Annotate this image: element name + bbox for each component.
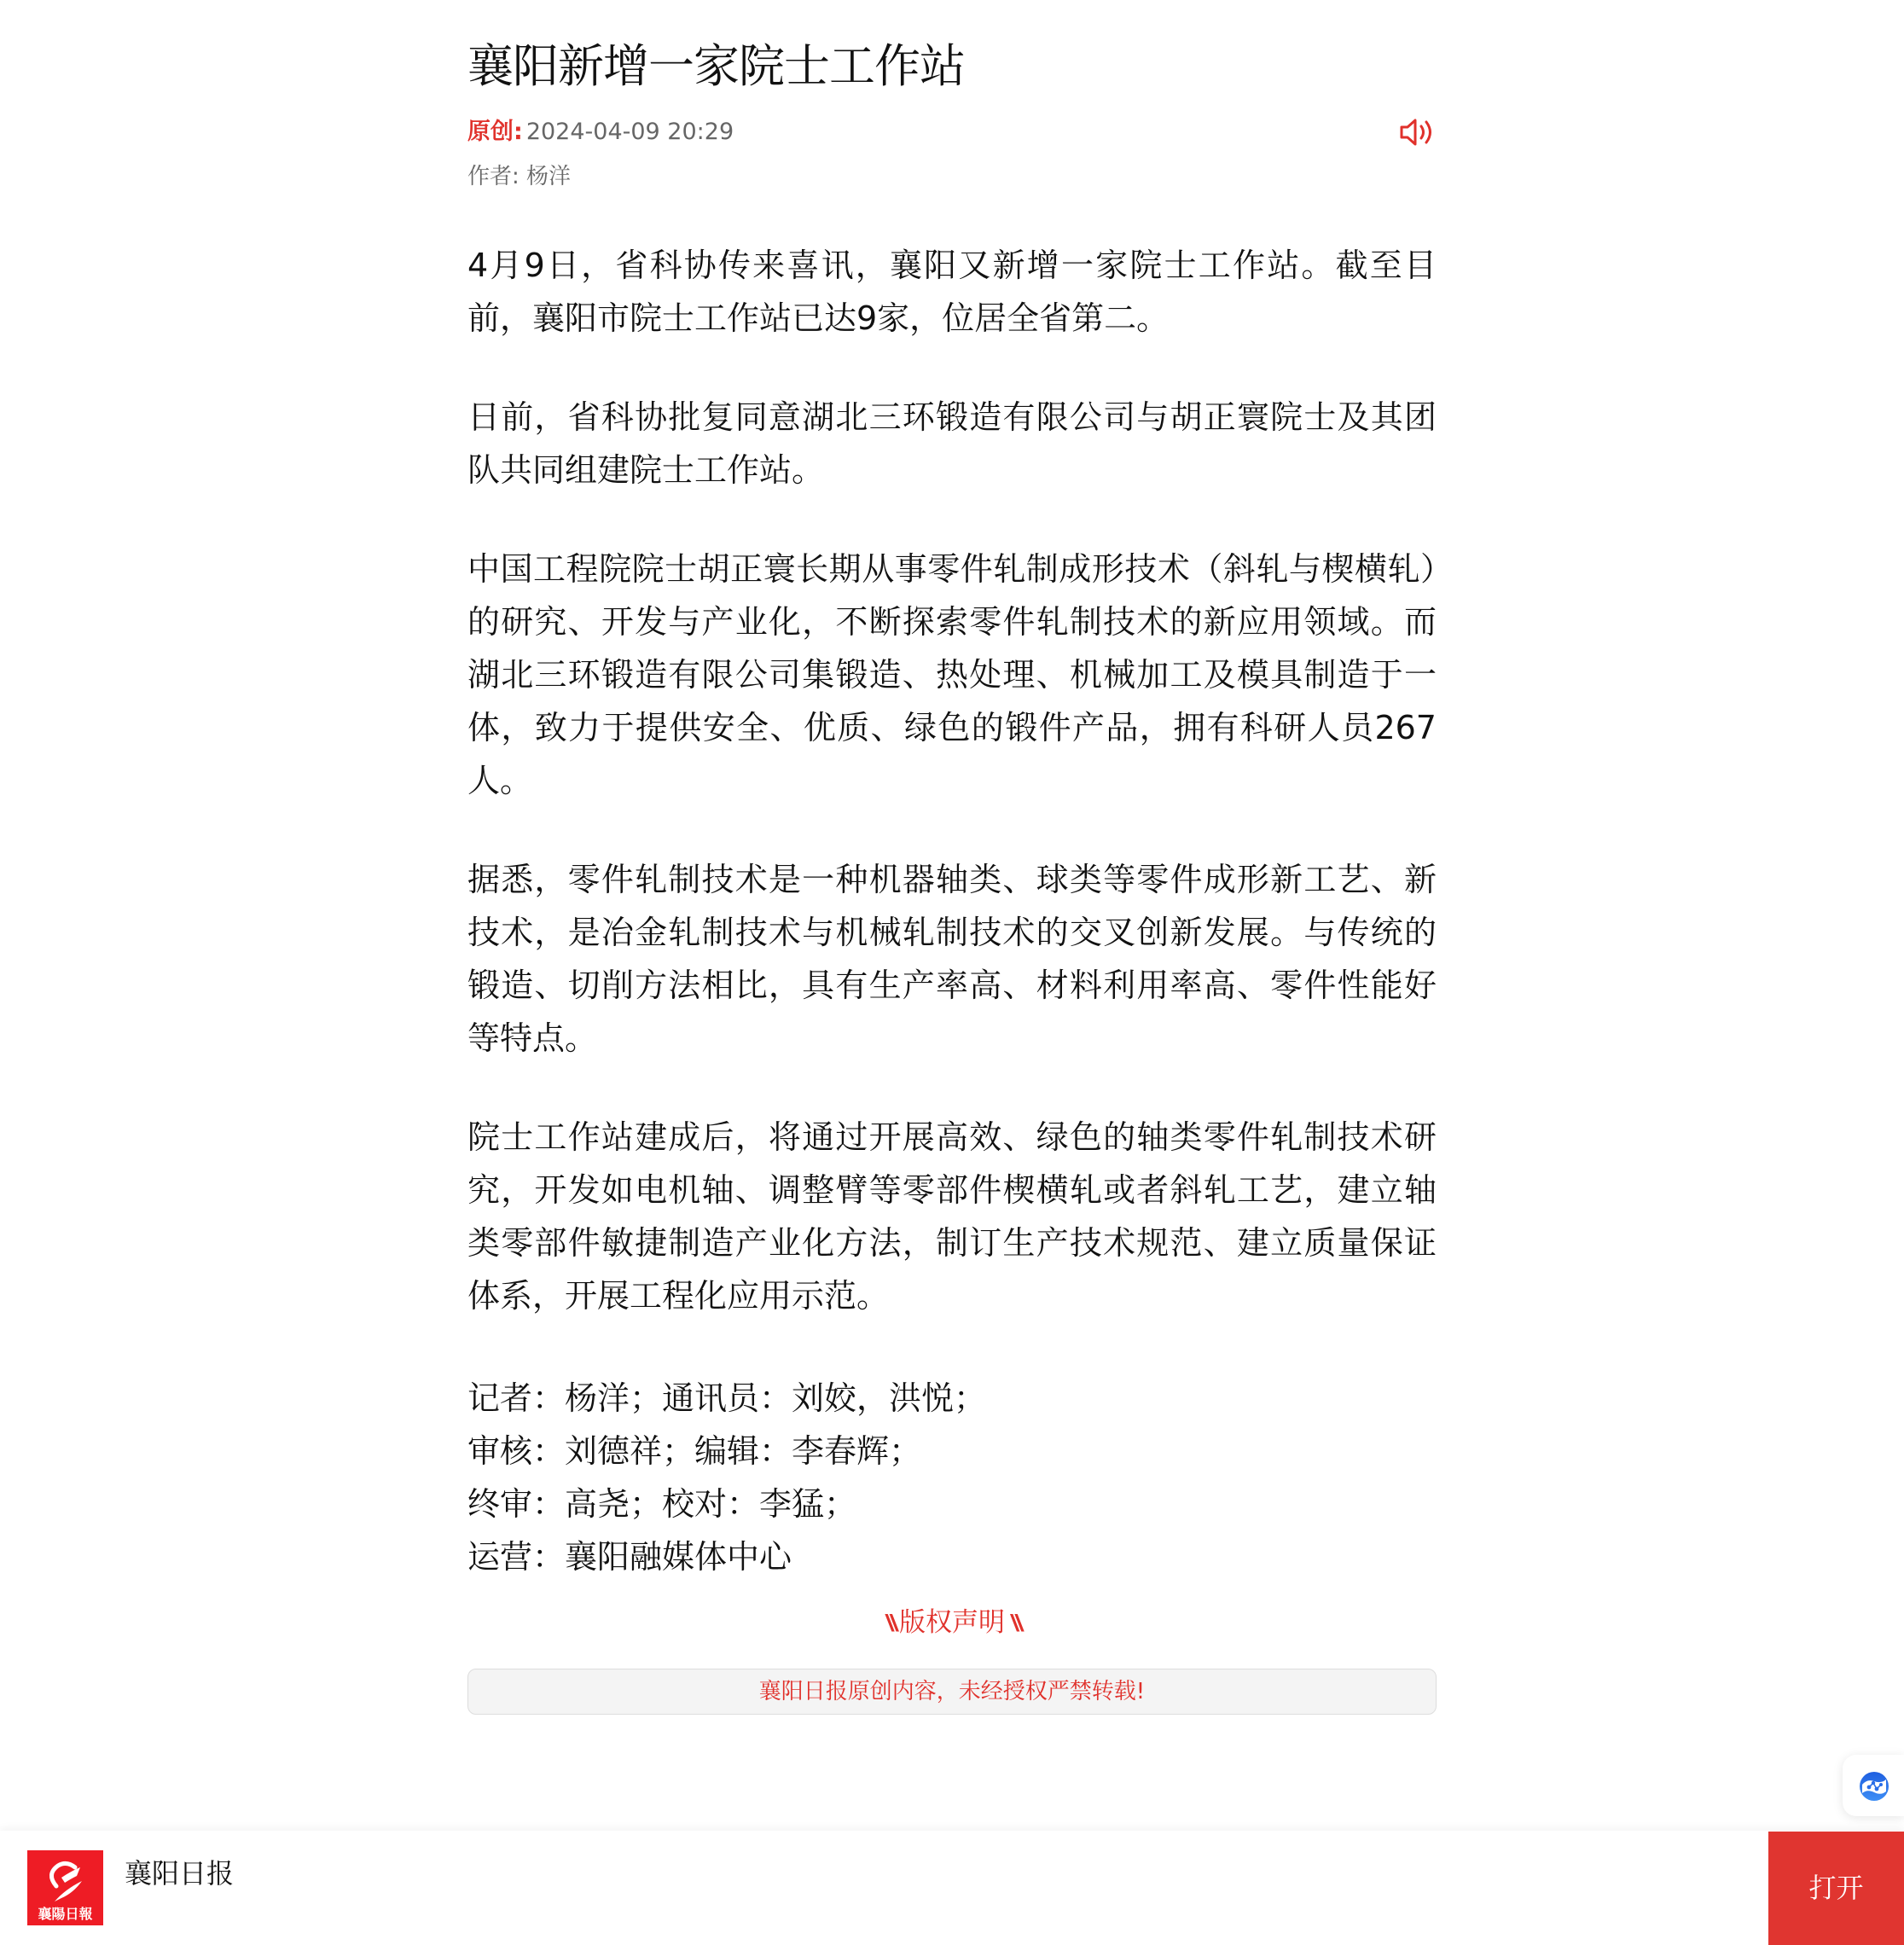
- source-label: 原创:: [467, 119, 523, 145]
- open-app-button[interactable]: 打开: [1768, 1832, 1904, 1945]
- paragraph: 中国工程院院士胡正寰长期从事零件轧制成形技术（斜轧与楔横轧）的研究、开发与产业化，不断探索零件轧制技术的新应用领域。而湖北三环锻造有限公司集锻造、热处理、机械加工及模具制造于一体，致力于提供安全、优质、绿色的锻件产品，拥有科研人员267人。: [467, 550, 1437, 799]
- copyright-title: 版权声明: [899, 1607, 1005, 1638]
- app-name: 襄阳日报: [125, 1857, 235, 1890]
- author-line: 作者: 杨洋: [467, 164, 572, 189]
- credit-line: 记者：杨洋；通讯员：刘姣，洪悦；: [467, 1379, 987, 1417]
- speaker-icon[interactable]: [1399, 116, 1437, 148]
- publish-time: 2024-04-09 20:29: [525, 119, 734, 145]
- slash-decoration-icon: \\: [1010, 1610, 1019, 1635]
- paragraph: 据悉，零件轧制技术是一种机器轴类、球类等零件成形新工艺、新技术，是冶金轧制技术与机械轧制技术的交叉创新发展。与传统的锻造、切削方法相比，具有生产率高、材料利用率高、零件性能好等特点。: [467, 861, 1437, 1057]
- app-download-bar: [0, 1831, 1904, 1945]
- svg-text:襄陽日報: 襄陽日報: [38, 1906, 93, 1922]
- credit-line: 审核：刘德祥；编辑：李春辉；: [467, 1432, 922, 1470]
- copyright-notice: 襄阳日报原创内容，未经授权严禁转载!: [467, 1669, 1437, 1715]
- credits: [467, 1372, 1437, 1583]
- article-meta: [467, 116, 1437, 148]
- copyright-heading: [467, 1604, 1437, 1641]
- article-title: 襄阳新增一家院士工作站: [467, 39, 965, 93]
- credit-line: 终审：高尧；校对：李猛；: [467, 1485, 857, 1523]
- credit-line: 运营：襄阳融媒体中心: [467, 1538, 792, 1576]
- paragraph: 日前，省科协批复同意湖北三环锻造有限公司与胡正寰院士及其团队共同组建院士工作站。: [467, 398, 1437, 489]
- ai-assistant-button[interactable]: [1843, 1755, 1904, 1816]
- app-logo: [27, 1850, 103, 1925]
- paragraph: 院士工作站建成后，将通过开展高效、绿色的轴类零件轧制技术研究，开发如电机轴、调整臂等零部件楔横轧或者斜轧工艺，建立轴类零部件敏捷制造产业化方法，制订生产技术规范、建立质量保证体系，开展工程化应用示范。: [467, 1118, 1437, 1315]
- paragraph: 4月9日，省科协传来喜讯，襄阳又新增一家院士工作站。截至目前，襄阳市院士工作站已达9家，位居全省第二。: [467, 247, 1437, 337]
- ai-assistant-icon: [1859, 1771, 1889, 1802]
- slash-decoration-icon: \\: [885, 1610, 894, 1635]
- article-body: [467, 239, 1437, 1368]
